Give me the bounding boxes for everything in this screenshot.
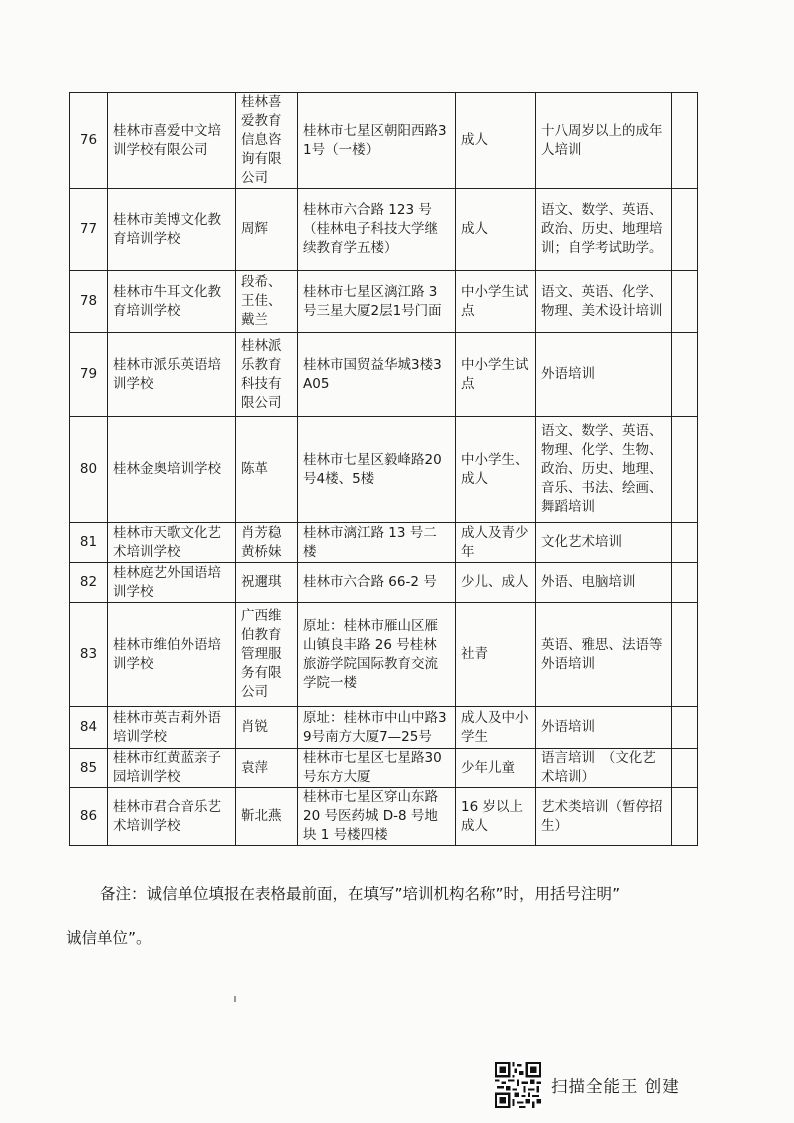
school-address-cell: 桂林市六合路 66-2 号 xyxy=(298,563,456,603)
training-school-table xyxy=(69,92,698,846)
school-name-cell: 桂林市英吉莉外语培训学校 xyxy=(108,707,236,749)
sponsor-cell: 桂林喜爱教育信息咨询有限公司 xyxy=(236,93,298,189)
table-row xyxy=(70,93,698,189)
target-students-cell: 成人 xyxy=(456,189,536,271)
school-name-cell: 桂林市美博文化教育培训学校 xyxy=(108,189,236,271)
sponsor-cell: 肖锐 xyxy=(236,707,298,749)
row-number-cell: 77 xyxy=(70,189,108,271)
blank-cell xyxy=(672,417,698,523)
sponsor-cell: 肖芳稳黄桥妹 xyxy=(236,523,298,563)
row-number-cell: 79 xyxy=(70,333,108,417)
blank-cell xyxy=(672,707,698,749)
table-row xyxy=(70,271,698,333)
qr-code-icon xyxy=(495,1062,541,1108)
table-row xyxy=(70,523,698,563)
training-scope-cell: 英语、雅思、法语等外语培训 xyxy=(536,603,672,707)
table-row xyxy=(70,788,698,846)
school-address-cell: 桂林市七星区毅峰路20号4楼、5楼 xyxy=(298,417,456,523)
row-number-cell: 84 xyxy=(70,707,108,749)
sponsor-cell: 陈革 xyxy=(236,417,298,523)
school-address-cell: 原址：桂林市雁山区雁山镇良丰路 26 号桂林旅游学院国际教育交流学院一楼 xyxy=(298,603,456,707)
sponsor-cell: 周辉 xyxy=(236,189,298,271)
row-number-cell: 83 xyxy=(70,603,108,707)
target-students-cell: 中小学生试点 xyxy=(456,271,536,333)
blank-cell xyxy=(672,93,698,189)
sponsor-cell: 桂林派乐教育科技有限公司 xyxy=(236,333,298,417)
row-number-cell: 81 xyxy=(70,523,108,563)
table-row xyxy=(70,603,698,707)
table-row xyxy=(70,707,698,749)
table-row xyxy=(70,333,698,417)
training-scope-cell: 艺术类培训（暂停招生） xyxy=(536,788,672,846)
training-scope-cell: 外语培训 xyxy=(536,707,672,749)
target-students-cell: 中小学生、成人 xyxy=(456,417,536,523)
school-name-cell: 桂林庭艺外国语培训学校 xyxy=(108,563,236,603)
school-address-cell: 原址：桂林市中山中路39号南方大厦7—25号 xyxy=(298,707,456,749)
school-name-cell: 桂林市派乐英语培训学校 xyxy=(108,333,236,417)
school-address-cell: 桂林市七星区朝阳西路31号（一楼） xyxy=(298,93,456,189)
remark-note xyxy=(66,872,720,960)
target-students-cell: 成人 xyxy=(456,93,536,189)
blank-cell xyxy=(672,563,698,603)
school-address-cell: 桂林市六合路 123 号（桂林电子科技大学继续教育学五楼） xyxy=(298,189,456,271)
blank-cell xyxy=(672,749,698,788)
table-row xyxy=(70,563,698,603)
scanner-app-label: 扫描全能王 创建 xyxy=(551,1077,680,1096)
row-number-cell: 86 xyxy=(70,788,108,846)
target-students-cell: 少儿、成人 xyxy=(456,563,536,603)
blank-cell xyxy=(672,271,698,333)
school-address-cell: 桂林市七星区穿山东路 20 号医药城 D-8 号地块 1 号楼四楼 xyxy=(298,788,456,846)
blank-cell xyxy=(672,603,698,707)
table-row xyxy=(70,417,698,523)
row-number-cell: 78 xyxy=(70,271,108,333)
target-students-cell: 16 岁以上成人 xyxy=(456,788,536,846)
training-scope-cell: 语文、英语、化学、物理、美术设计培训 xyxy=(536,271,672,333)
target-students-cell: 中小学生试点 xyxy=(456,333,536,417)
school-name-cell: 桂林市红黄蓝亲子园培训学校 xyxy=(108,749,236,788)
row-number-cell: 85 xyxy=(70,749,108,788)
training-scope-cell: 文化艺术培训 xyxy=(536,523,672,563)
blank-cell xyxy=(672,189,698,271)
remark-line-1: 备注：诚信单位填报在表格最前面，在填写”培训机构名称”时，用括号注明” xyxy=(100,885,621,903)
row-number-cell: 80 xyxy=(70,417,108,523)
training-scope-cell: 外语培训 xyxy=(536,333,672,417)
school-name-cell: 桂林金奥培训学校 xyxy=(108,417,236,523)
school-address-cell: 桂林市国贸益华城3楼3A05 xyxy=(298,333,456,417)
school-name-cell: 桂林市牛耳文化教育培训学校 xyxy=(108,271,236,333)
blank-cell xyxy=(672,523,698,563)
school-address-cell: 桂林市七星区漓江路 3号三星大厦2层1号门面 xyxy=(298,271,456,333)
school-table-wrap xyxy=(69,92,697,846)
scanner-watermark xyxy=(495,1062,680,1108)
school-address-cell: 桂林市七星区七星路30号东方大厦 xyxy=(298,749,456,788)
target-students-cell: 成人及青少年 xyxy=(456,523,536,563)
school-name-cell: 桂林市天歌文化艺术培训学校 xyxy=(108,523,236,563)
target-students-cell: 成人及中小学生 xyxy=(456,707,536,749)
training-scope-cell: 十八周岁以上的成年人培训 xyxy=(536,93,672,189)
sponsor-cell: 祝邇琪 xyxy=(236,563,298,603)
school-address-cell: 桂林市漓江路 13 号二楼 xyxy=(298,523,456,563)
row-number-cell: 76 xyxy=(70,93,108,189)
target-students-cell: 社青 xyxy=(456,603,536,707)
school-name-cell: 桂林市喜爱中文培训学校有限公司 xyxy=(108,93,236,189)
school-name-cell: 桂林市维伯外语培训学校 xyxy=(108,603,236,707)
sponsor-cell: 段希、王佳、戴兰 xyxy=(236,271,298,333)
remark-line-2: 诚信单位”。 xyxy=(66,929,152,947)
training-scope-cell: 语文、数学、英语、物理、化学、生物、政治、历史、地理、音乐、书法、绘画、舞蹈培训 xyxy=(536,417,672,523)
sponsor-cell: 广西维伯教育管理服务有限公司 xyxy=(236,603,298,707)
school-name-cell: 桂林市君合音乐艺术培训学校 xyxy=(108,788,236,846)
training-scope-cell: 语言培训 （文化艺术培训） xyxy=(536,749,672,788)
target-students-cell: 少年儿童 xyxy=(456,749,536,788)
blank-cell xyxy=(672,333,698,417)
sponsor-cell: 袁萍 xyxy=(236,749,298,788)
blank-cell xyxy=(672,788,698,846)
table-row xyxy=(70,749,698,788)
sponsor-cell: 靳北燕 xyxy=(236,788,298,846)
table-row xyxy=(70,189,698,271)
row-number-cell: 82 xyxy=(70,563,108,603)
training-scope-cell: 外语、电脑培训 xyxy=(536,563,672,603)
training-scope-cell: 语文、数学、英语、政治、历史、地理培训；自学考试助学。 xyxy=(536,189,672,271)
scan-speck xyxy=(234,996,236,1002)
